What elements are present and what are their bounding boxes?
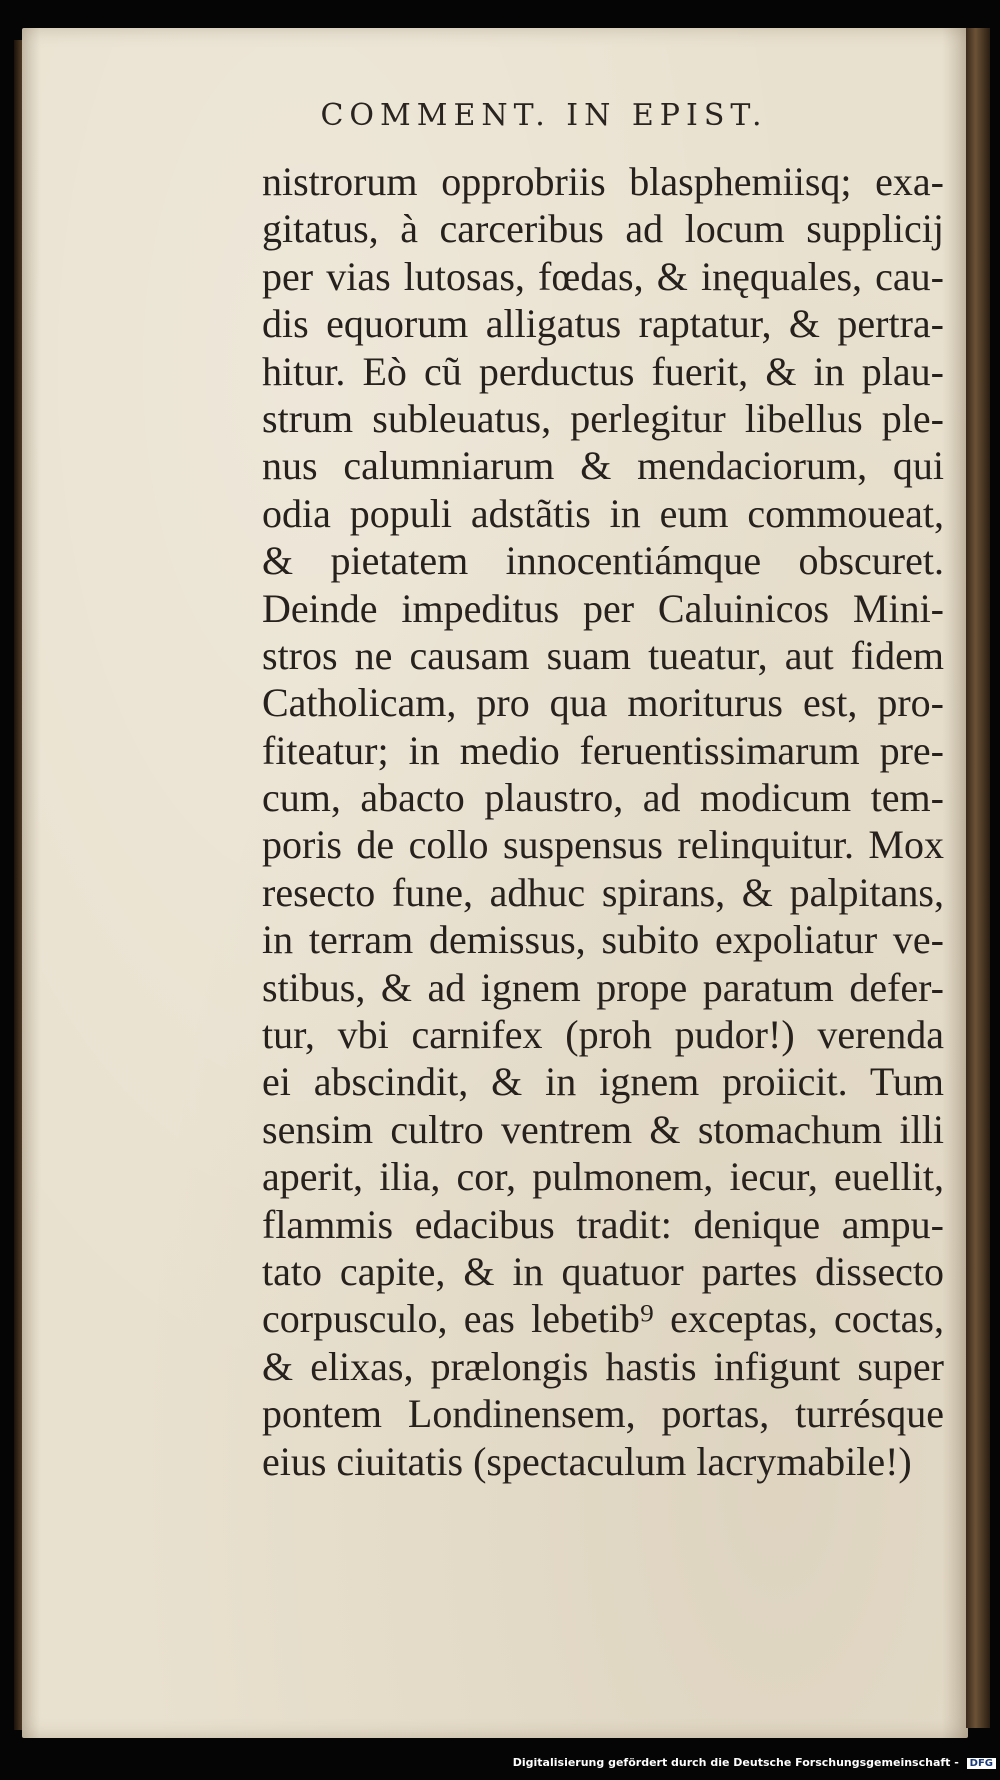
text-line: corpusculo, eas lebetib⁹ exceptas, coctas,	[262, 1296, 944, 1342]
text-line: dis equorum alligatus raptatur, & pertra-	[262, 301, 944, 347]
text-line: gitatus, à carceribus ad locum supplicij	[262, 206, 944, 252]
text-line: cum, abacto plaustro, ad modicum tem-	[262, 775, 944, 821]
text-line: poris de collo suspensus relinquitur. Mox	[262, 822, 944, 868]
text-line: fiteatur; in medio feruentissimarum pre-	[262, 727, 944, 773]
text-line: per vias lutosas, fœdas, & inęquales, cau-	[262, 253, 944, 299]
text-line: nistrorum opprobriis blasphemiisq; exa-	[262, 159, 944, 204]
page-body-text	[262, 158, 944, 1485]
text-line: flammis edacibus tradit: denique ampu-	[262, 1201, 944, 1247]
text-line: nus calumniarum & mendaciorum, qui	[262, 443, 944, 489]
text-line: ei abscindit, & in ignem proiicit. Tum	[262, 1059, 944, 1105]
credit-text: Digitalisierung gefördert durch die Deutsche Forschungsgemeinschaft -	[512, 1756, 959, 1769]
digitization-credit	[0, 1756, 996, 1769]
text-line: tur, vbi carnifex (proh pudor!) verenda	[262, 1012, 944, 1058]
text-line: aperit, ilia, cor, pulmonem, iecur, euellit,	[262, 1154, 944, 1200]
text-line: stibus, & ad ignem prope paratum defer-	[262, 964, 944, 1010]
text-line: in terram demissus, subito expoliatur ve-	[262, 917, 944, 963]
text-line: resecto fune, adhuc spirans, & palpitans,	[262, 869, 944, 915]
text-line: stros ne causam suam tueatur, aut fidem	[262, 632, 944, 678]
text-line: hitur. Eò cũ perductus fuerit, & in plau-	[262, 348, 944, 394]
text-line: sensim cultro ventrem & stomachum illi	[262, 1106, 944, 1152]
text-line: eius ciuitatis (spectaculum lacrymabile!)	[262, 1438, 912, 1484]
text-line: Deinde impeditus per Caluinicos Mini-	[262, 585, 944, 631]
text-line: odia populi adstãtis in eum commoueat,	[262, 490, 944, 536]
text-line: pontem Londinensem, portas, turrésque	[262, 1391, 944, 1437]
text-line: tato capite, & in quatuor partes dissecto	[262, 1248, 944, 1294]
running-head: COMMENT. IN EPIST.	[320, 98, 768, 133]
text-line: & pietatem innocentiámque obscuret.	[262, 538, 944, 584]
text-line: Catholicam, pro qua moriturus est, pro-	[262, 680, 944, 726]
page-fore-edge	[966, 28, 990, 1728]
dfg-logo-icon[interactable]: DFG	[967, 1758, 996, 1769]
text-line: strum subleuatus, perlegitur libellus ple-	[262, 395, 944, 441]
text-line: & elixas, prælongis hastis infigunt super	[262, 1343, 944, 1389]
